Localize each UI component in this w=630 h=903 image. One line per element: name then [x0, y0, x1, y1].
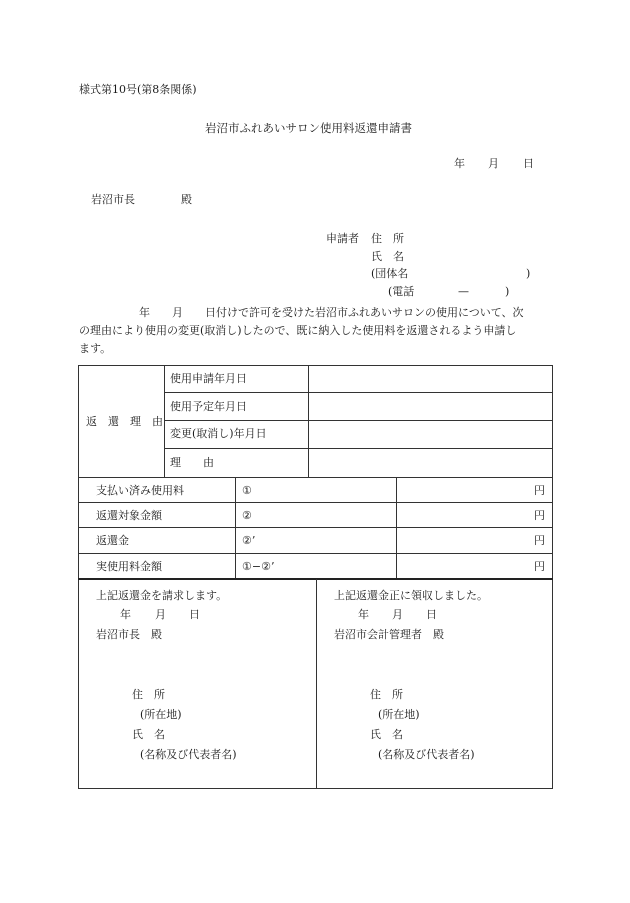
yen-unit: 円 [534, 534, 545, 547]
claim-location-label: (所在地) [140, 708, 182, 721]
applicant-label: 申請者 [326, 232, 359, 245]
receipt-date-month: 月 [392, 608, 403, 621]
addressee-honorific: 殿 [181, 193, 192, 206]
document-title: 岩沼市ふれあいサロン使用料返還申請書 [205, 121, 412, 135]
claim-name-label: 氏 名 [132, 728, 165, 741]
receipt-statement: 上記返還金正に領収しました。 [334, 589, 488, 602]
reason-header: 返 還 理 由 [86, 415, 163, 428]
yen-unit: 円 [534, 484, 545, 497]
receipt-location-label: (所在地) [378, 708, 420, 721]
claim-addressee: 岩沼市長 殿 [96, 628, 162, 641]
reason-row-label: 使用申請年月日 [170, 372, 247, 385]
reason-row-label: 使用予定年月日 [170, 400, 247, 413]
receipt-name-label: 氏 名 [370, 728, 403, 741]
amount-label: 支払い済み使用料 [96, 484, 184, 497]
applicant-address-label: 住 所 [371, 232, 404, 245]
applicant-phone-dash: — [458, 285, 469, 298]
receipt-addressee: 岩沼市会計管理者 殿 [334, 628, 444, 641]
reason-row-label: 変更(取消し)年月日 [170, 427, 267, 440]
date-month: 月 [488, 157, 499, 170]
amount-value: ①−②’ [242, 560, 275, 573]
receipt-date-day: 日 [426, 608, 437, 621]
addressee-name: 岩沼市長 [91, 193, 135, 206]
amount-label: 実使用料金額 [96, 560, 162, 573]
receipt-rep-label: (名称及び代表者名) [378, 748, 475, 761]
applicant-phone-close: ) [505, 285, 510, 298]
yen-unit: 円 [534, 509, 545, 522]
claim-date-day: 日 [189, 608, 200, 621]
applicant-phone-label: (電話 [388, 285, 415, 298]
amount-value: ② [242, 509, 252, 522]
date-year: 年 [454, 157, 465, 170]
receipt-date-year: 年 [358, 608, 369, 621]
amount-label: 返還対象金額 [96, 509, 162, 522]
claim-date-year: 年 [120, 608, 131, 621]
applicant-group-label: (団体名 [371, 267, 409, 280]
claim-rep-label: (名称及び代表者名) [140, 748, 237, 761]
claim-address-label: 住 所 [132, 688, 165, 701]
amount-label: 返還金 [96, 534, 129, 547]
body-line-2: の理由により使用の変更(取消し)したので、既に納入した使用料を返還されるよう申請し [79, 324, 517, 337]
form-number: 様式第10号(第8条関係) [79, 83, 197, 96]
date-day: 日 [523, 157, 534, 170]
applicant-name-label: 氏 名 [371, 250, 404, 263]
amount-value: ① [242, 484, 252, 497]
amount-value: ②’ [242, 534, 256, 547]
claim-date-month: 月 [155, 608, 166, 621]
receipt-address-label: 住 所 [370, 688, 403, 701]
yen-unit: 円 [534, 560, 545, 573]
applicant-group-close: ) [526, 267, 531, 280]
body-line-3: ます。 [79, 342, 112, 355]
reason-row-label: 理 由 [170, 456, 214, 469]
claim-statement: 上記返還金を請求します。 [96, 589, 228, 602]
body-line-1: 年 月 日付けで許可を受けた岩沼市ふれあいサロンの使用について、次 [139, 306, 524, 319]
